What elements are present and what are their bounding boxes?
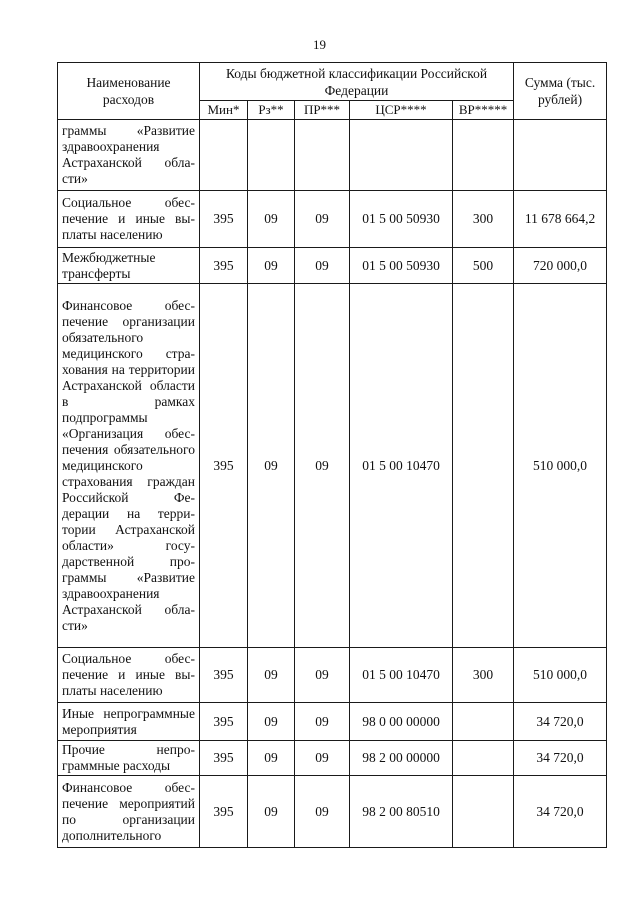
row-vr — [453, 741, 514, 776]
row-min — [200, 120, 248, 191]
table-row — [58, 284, 607, 648]
row-amount — [514, 120, 607, 191]
row-name: граммы «Развитие здравоохранения Астраханской области» — [58, 120, 200, 191]
row-pr — [295, 120, 350, 191]
row-vr — [453, 284, 514, 648]
row-csr: 98 2 00 00000 — [350, 741, 453, 776]
table-row — [58, 741, 607, 776]
table-body — [58, 120, 607, 848]
row-pr: 09 — [295, 248, 350, 284]
row-csr — [350, 120, 453, 191]
header-rz: Рз** — [248, 101, 295, 120]
row-csr: 01 5 00 50930 — [350, 191, 453, 248]
row-name: Прочие непрограммные расходы — [58, 741, 200, 776]
row-pr: 09 — [295, 191, 350, 248]
header-vr: ВР***** — [453, 101, 514, 120]
row-amount: 34 720,0 — [514, 776, 607, 848]
row-min: 395 — [200, 648, 248, 703]
row-name: Межбюджетные трансферты — [58, 248, 200, 284]
row-pr: 09 — [295, 741, 350, 776]
row-csr: 01 5 00 10470 — [350, 284, 453, 648]
header-pr: ПР*** — [295, 101, 350, 120]
row-vr — [453, 703, 514, 741]
table-row — [58, 703, 607, 741]
row-csr: 01 5 00 10470 — [350, 648, 453, 703]
row-amount: 34 720,0 — [514, 741, 607, 776]
header-codes-group: Коды бюджетной классификации Российской Федерации — [200, 63, 514, 101]
row-rz: 09 — [248, 703, 295, 741]
row-amount: 34 720,0 — [514, 703, 607, 741]
row-name: Социальное обеспечение и иные выплаты населению — [58, 648, 200, 703]
row-pr: 09 — [295, 284, 350, 648]
row-min: 395 — [200, 741, 248, 776]
row-pr: 09 — [295, 703, 350, 741]
row-min: 395 — [200, 776, 248, 848]
header-min: Мин* — [200, 101, 248, 120]
row-pr: 09 — [295, 776, 350, 848]
row-min: 395 — [200, 191, 248, 248]
table-row — [58, 120, 607, 191]
row-pr: 09 — [295, 648, 350, 703]
row-name: Финансовое обеспечение мероприятий по организации дополнительного — [58, 776, 200, 848]
row-amount: 510 000,0 — [514, 284, 607, 648]
budget-table — [57, 62, 607, 848]
row-rz: 09 — [248, 248, 295, 284]
table-header — [58, 63, 607, 120]
row-amount: 510 000,0 — [514, 648, 607, 703]
row-csr: 01 5 00 50930 — [350, 248, 453, 284]
header-csr: ЦСР**** — [350, 101, 453, 120]
table-row — [58, 776, 607, 848]
row-vr: 300 — [453, 191, 514, 248]
row-vr — [453, 120, 514, 191]
row-name: Иные непрограммные мероприятия — [58, 703, 200, 741]
header-name-column: Наименование расходов — [58, 63, 200, 120]
row-min: 395 — [200, 703, 248, 741]
row-rz: 09 — [248, 191, 295, 248]
table-row — [58, 191, 607, 248]
row-rz: 09 — [248, 776, 295, 848]
table-row — [58, 248, 607, 284]
row-csr: 98 0 00 00000 — [350, 703, 453, 741]
row-vr: 500 — [453, 248, 514, 284]
row-name: Финансовое обеспечение организации обязательного медицинского страхования на территории Астраханской области в рамках подпрограммы «Организация обеспечения обязательного медицинского страхования граждан Российской Федерации на территории Астраханской области» государственной программы «Развитие здравоохранения Астраханской области» — [58, 284, 200, 648]
row-vr: 300 — [453, 648, 514, 703]
header-sum-column: Сумма (тыс. рублей) — [514, 63, 607, 120]
page-number: 19 — [313, 37, 326, 52]
row-csr: 98 2 00 80510 — [350, 776, 453, 848]
row-rz: 09 — [248, 741, 295, 776]
row-name: Социальное обеспечение и иные выплаты населению — [58, 191, 200, 248]
row-rz: 09 — [248, 648, 295, 703]
row-rz: 09 — [248, 284, 295, 648]
row-vr — [453, 776, 514, 848]
row-amount: 11 678 664,2 — [514, 191, 607, 248]
table-row — [58, 648, 607, 703]
row-min: 395 — [200, 248, 248, 284]
row-amount: 720 000,0 — [514, 248, 607, 284]
row-rz — [248, 120, 295, 191]
row-min: 395 — [200, 284, 248, 648]
